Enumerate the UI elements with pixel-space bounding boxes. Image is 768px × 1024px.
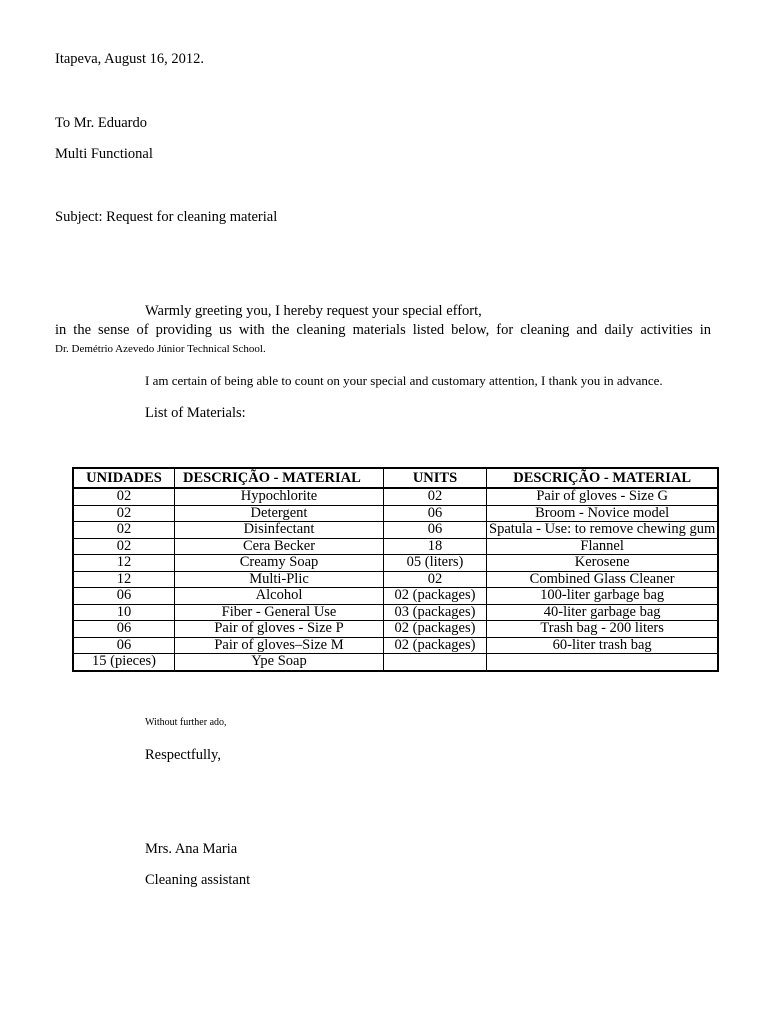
table-row <box>73 654 718 671</box>
header-units-2: UNITS <box>384 468 487 488</box>
description-cell: Ype Soap <box>175 654 384 671</box>
units-cell: 06 <box>384 505 487 522</box>
place-date: Itapeva, August 16, 2012. <box>55 51 205 67</box>
table-row <box>73 538 718 555</box>
body-line: in the sense of providing us with the cleaning materials listed below, for cleaning and daily activities in <box>55 322 711 338</box>
school-name: Dr. Demétrio Azevedo Júnior Technical School. <box>55 343 266 355</box>
table-row <box>73 505 718 522</box>
description-cell: Disinfectant <box>175 522 384 539</box>
description-cell: Pair of gloves - Size P <box>175 621 384 638</box>
units-cell: 12 <box>73 571 175 588</box>
units-cell: 02 <box>73 522 175 539</box>
description-cell: 40-liter garbage bag <box>487 604 719 621</box>
description-cell: 100-liter garbage bag <box>487 588 719 605</box>
thanks-line: I am certain of being able to count on your special and customary attention, I thank you in advance. <box>145 373 663 388</box>
description-cell: Broom - Novice model <box>487 505 719 522</box>
table-row <box>73 621 718 638</box>
list-title: List of Materials: <box>145 405 246 421</box>
units-cell: 02 (packages) <box>384 588 487 605</box>
table-row <box>73 604 718 621</box>
units-cell: 06 <box>73 637 175 654</box>
department: Multi Functional <box>55 146 153 162</box>
description-cell: Pair of gloves - Size G <box>487 488 719 505</box>
units-cell: 05 (liters) <box>384 555 487 572</box>
units-cell: 06 <box>73 588 175 605</box>
table-row <box>73 555 718 572</box>
units-cell: 02 <box>73 538 175 555</box>
units-cell: 02 <box>73 505 175 522</box>
table-row <box>73 637 718 654</box>
units-cell: 02 (packages) <box>384 621 487 638</box>
header-units-1: UNIDADES <box>73 468 175 488</box>
description-cell: Flannel <box>487 538 719 555</box>
greeting-line: Warmly greeting you, I hereby request your special effort, <box>145 303 482 319</box>
materials-table <box>72 467 719 672</box>
units-cell: 02 <box>384 488 487 505</box>
units-cell: 10 <box>73 604 175 621</box>
description-cell: Kerosene <box>487 555 719 572</box>
description-cell: Pair of gloves–Size M <box>175 637 384 654</box>
description-cell: Creamy Soap <box>175 555 384 572</box>
signer-role: Cleaning assistant <box>145 872 251 888</box>
description-cell: Combined Glass Cleaner <box>487 571 719 588</box>
units-cell: 06 <box>384 522 487 539</box>
units-cell: 15 (pieces) <box>73 654 175 671</box>
table-row <box>73 588 718 605</box>
table-row <box>73 488 718 505</box>
description-cell: 60-liter trash bag <box>487 637 719 654</box>
table-row <box>73 571 718 588</box>
description-cell: Cera Becker <box>175 538 384 555</box>
units-cell: 18 <box>384 538 487 555</box>
units-cell: 02 <box>384 571 487 588</box>
description-cell: Alcohol <box>175 588 384 605</box>
table-row <box>73 522 718 539</box>
description-cell: Fiber - General Use <box>175 604 384 621</box>
description-cell: Detergent <box>175 505 384 522</box>
units-cell: 03 (packages) <box>384 604 487 621</box>
description-cell: Multi-Plic <box>175 571 384 588</box>
subject-line: Subject: Request for cleaning material <box>55 209 278 225</box>
units-cell: 12 <box>73 555 175 572</box>
header-description-2: DESCRIÇÃO - MATERIAL <box>487 468 719 488</box>
signer-name: Mrs. Ana Maria <box>145 841 238 857</box>
sign-off: Respectfully, <box>145 747 221 763</box>
units-cell: 06 <box>73 621 175 638</box>
description-cell: Hypochlorite <box>175 488 384 505</box>
units-cell: 02 (packages) <box>384 637 487 654</box>
description-cell <box>487 654 719 671</box>
units-cell: 02 <box>73 488 175 505</box>
units-cell <box>384 654 487 671</box>
recipient: To Mr. Eduardo <box>55 115 148 131</box>
description-cell: Spatula - Use: to remove chewing gum <box>487 522 719 539</box>
description-cell: Trash bag - 200 liters <box>487 621 719 638</box>
table-header-row <box>73 468 718 488</box>
closing-note: Without further ado, <box>145 717 227 728</box>
header-description-1: DESCRIÇÃO - MATERIAL <box>175 468 384 488</box>
